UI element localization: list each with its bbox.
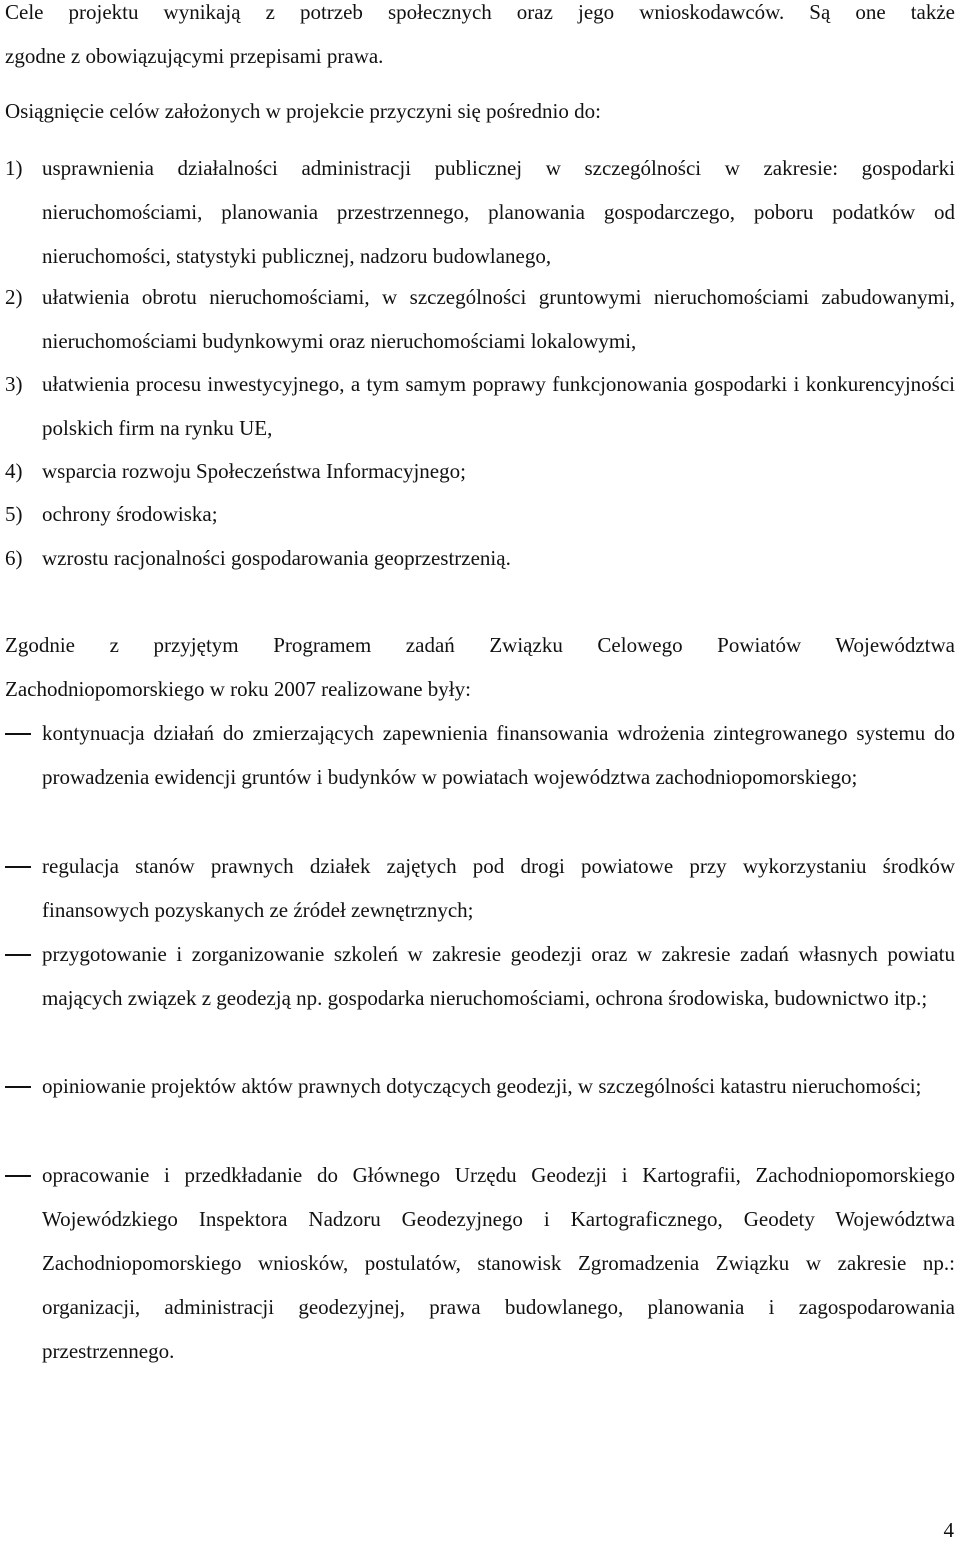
- task-item: [5, 1153, 955, 1373]
- goal-marker: 6): [5, 546, 23, 570]
- goal-text: wzrostu racjonalności gospodarowania geoprzestrzenią.: [42, 546, 511, 570]
- goal-marker: 4): [5, 459, 23, 483]
- intro-line-1: Cele projektu wynikają z potrzeb społecznych oraz jego wnioskodawców. Są one także: [5, 0, 955, 24]
- goal-item: [5, 275, 955, 363]
- goal-text: wsparcia rozwoju Społeczeństwa Informacyjnego;: [42, 459, 466, 483]
- goal-item: [5, 362, 955, 450]
- task-text: opiniowanie projektów aktów prawnych dotyczących geodezji, w szczególności katastru nieruchomości;: [42, 1074, 922, 1098]
- goal-marker: 3): [5, 372, 23, 396]
- task-text: opracowanie i przedkładanie do Głównego Urzędu Geodezji i Kartografii, Zachodniopomorskiego Wojewódzkiego Inspektora Nadzoru Geodezyjnego i Kartograficznego, Geodety Województwa Zachodniopomorskiego wniosków, postulatów, stanowisk Zgromadzenia Związku w zakresie np.: organizacji, administracji geodezyjnej, prawa budowlanego, planowania i zagospodarowania przestrzennego.: [42, 1163, 955, 1363]
- task-text: regulacja stanów prawnych działek zajętych pod drogi powiatowe przy wykorzystaniu środków finansowych pozyskanych ze źródeł zewnętrznych;: [42, 854, 955, 922]
- goal-marker: 2): [5, 285, 23, 309]
- goal-item: [5, 449, 955, 493]
- goal-text: ochrony środowiska;: [42, 502, 218, 526]
- program-line-2: Zachodniopomorskiego w roku 2007 realizowane były:: [5, 677, 471, 701]
- intro-line-2: zgodne z obowiązującymi przepisami prawa.: [5, 44, 384, 68]
- goal-text: ułatwienia procesu inwestycyjnego, a tym samym poprawy funkcjonowania gospodarki i konkurencyjności polskich firm na rynku UE,: [42, 372, 955, 440]
- goals-heading: Osiągnięcie celów założonych w projekcie przyczyni się pośrednio do:: [5, 99, 601, 123]
- goal-item: [5, 146, 955, 278]
- task-item: [5, 711, 955, 799]
- task-item: [5, 1064, 955, 1108]
- task-text: kontynuacja działań do zmierzających zapewnienia finansowania wdrożenia zintegrowanego systemu do prowadzenia ewidencji gruntów i budynków w powiatach województwa zachodniopomorskiego;: [42, 721, 955, 789]
- goal-text: ułatwienia obrotu nieruchomościami, w szczególności gruntowymi nieruchomościami zabudowanymi, nieruchomościami budynkowymi oraz nieruchomościami lokalowymi,: [42, 285, 955, 353]
- goal-item: [5, 536, 955, 580]
- task-item: [5, 844, 955, 932]
- page-number: 4: [943, 1518, 954, 1542]
- task-item: [5, 932, 955, 1020]
- program-line-1: Zgodnie z przyjętym Programem zadań Związku Celowego Powiatów Województwa: [5, 633, 955, 657]
- goal-text: usprawnienia działalności administracji publicznej w szczególności w zakresie: gospodarki nieruchomościami, planowania przestrzennego, planowania gospodarczego, poboru podatków od nieruchomości, statystyki publicznej, nadzoru budowlanego,: [42, 156, 955, 268]
- goal-item: [5, 492, 955, 536]
- task-text: przygotowanie i zorganizowanie szkoleń w zakresie geodezji oraz w zakresie zadań własnych powiatu mających związek z geodezją np. gospodarka nieruchomościami, ochrona środowiska, budownictwo itp.;: [42, 942, 955, 1010]
- goal-marker: 5): [5, 502, 23, 526]
- goal-marker: 1): [5, 156, 23, 180]
